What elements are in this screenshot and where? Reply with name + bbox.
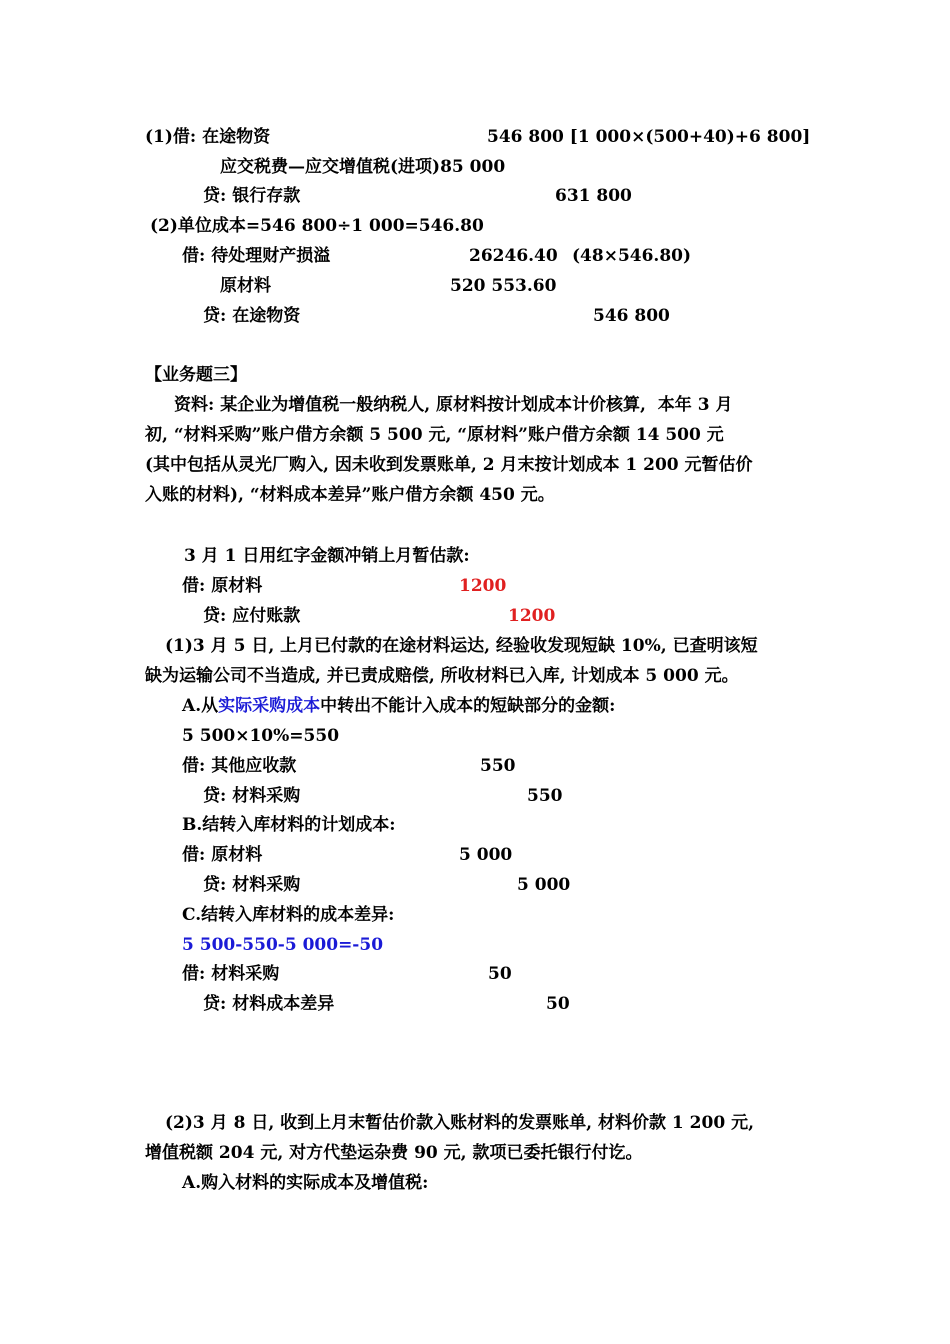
entry2-credit-amount: 546 800	[593, 306, 670, 326]
q1-line1: (1)3 月 5 日, 上月已付款的在途材料运达, 经验收发现短缺 10%, 已查明该短	[165, 636, 758, 656]
q1-a-debit-amount: 550	[480, 756, 516, 776]
q1-c-credit-amount: 50	[546, 994, 570, 1014]
q1-a-credit-label: 贷: 材料采购	[203, 786, 301, 806]
entry1-credit-label: 贷: 银行存款	[203, 186, 301, 206]
entry2-debit-amount: 26246.40	[469, 246, 558, 266]
q2-line2: 增值税额 204 元, 对方代垫运杂费 90 元, 款项已委托银行付讫。	[145, 1143, 643, 1163]
q1-c-debit-label: 借: 材料采购	[182, 964, 280, 984]
reversal-credit-label: 贷: 应付账款	[203, 606, 301, 626]
q1-b-credit-label: 贷: 材料采购	[203, 875, 301, 895]
q1-line2: 缺为运输公司不当造成, 并已责成赔偿, 所收材料已入库, 计划成本 5 000 元。	[145, 666, 739, 686]
q1-a-title	[182, 695, 615, 717]
section3-para-line4: 入账的材料), “材料成本差异”账户借方余额 450 元。	[145, 485, 555, 505]
q1-b-title: B.结转入库材料的计划成本:	[182, 815, 396, 835]
entry1-tax-line: 应交税费—应交增值税(进项)85 000	[220, 157, 506, 177]
q1-a-suffix: 中转出不能计入成本的短缺部分的金额:	[320, 696, 616, 716]
section3-para-line2: 初, “材料采购”账户借方余额 5 500 元, “原材料”账户借方余额 14 500 元	[145, 425, 724, 445]
reversal-debit-label: 借: 原材料	[182, 576, 263, 596]
entry2-material-label: 原材料	[220, 276, 271, 296]
entry1-credit-amount: 631 800	[555, 186, 632, 206]
q1-c-debit-amount: 50	[488, 964, 512, 984]
q1-b-debit-amount: 5 000	[459, 845, 513, 865]
section3-para-line1: 资料: 某企业为增值税一般纳税人, 原材料按计划成本计价核算, 本年 3 月	[174, 395, 733, 415]
q1-a-calc: 5 500×10%=550	[182, 726, 340, 746]
entry2-unit-cost: (2)单位成本=546 800÷1 000=546.80	[150, 216, 484, 236]
q2-line1: (2)3 月 8 日, 收到上月末暂估价款入账材料的发票账单, 材料价款 1 200 元,	[165, 1113, 754, 1133]
q1-a-credit-amount: 550	[527, 786, 563, 806]
q1-b-debit-label: 借: 原材料	[182, 845, 263, 865]
entry2-material-amount: 520 553.60	[450, 276, 557, 296]
entry1-debit-label: (1)借: 在途物资	[145, 127, 271, 147]
section3-title: 【业务题三】	[145, 365, 247, 385]
q2-a-title: A.购入材料的实际成本及增值税:	[182, 1173, 429, 1193]
q1-c-credit-label: 贷: 材料成本差异	[203, 994, 335, 1014]
q1-a-highlight: 实际采购成本	[218, 696, 321, 716]
entry2-debit-label: 借: 待处理财产损溢	[182, 246, 331, 266]
reversal-title: 3 月 1 日用红字金额冲销上月暂估款:	[184, 546, 470, 566]
q1-c-calc: 5 500-550-5 000=-50	[182, 935, 384, 955]
q1-a-debit-label: 借: 其他应收款	[182, 756, 297, 776]
entry2-credit-label: 贷: 在途物资	[203, 306, 301, 326]
q1-b-credit-amount: 5 000	[517, 875, 571, 895]
section3-para-line3: (其中包括从灵光厂购入, 因未收到发票账单, 2 月末按计划成本 1 200 元暂估价	[145, 455, 753, 475]
reversal-debit-amount: 1200	[459, 576, 507, 596]
entry1-debit-amount: 546 800 [1 000×(500+40)+6 800]	[487, 127, 811, 147]
reversal-credit-amount: 1200	[508, 606, 556, 626]
q1-a-prefix: A.从	[182, 696, 219, 716]
q1-c-title: C.结转入库材料的成本差异:	[182, 905, 395, 925]
entry2-debit-note: (48×546.80)	[572, 246, 692, 266]
